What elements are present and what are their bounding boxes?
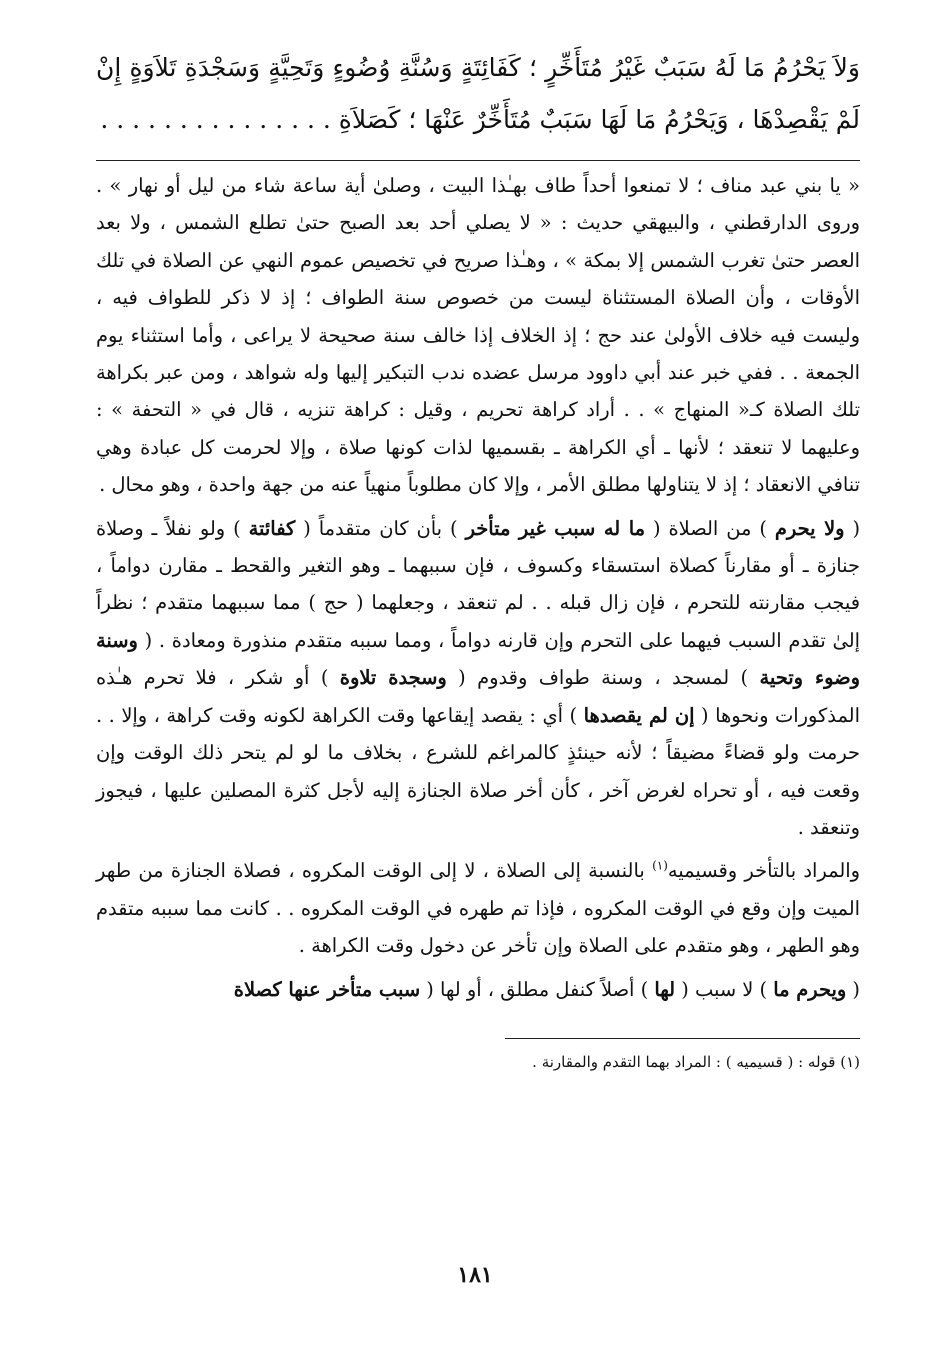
text-run: ) بأن كان متقدماً ( <box>295 516 466 540</box>
matn-line-1: وَلاَ يَحْرُمُ مَا لَهُ سَبَبٌ غَيْرُ مُتَأَخِّرٍ ؛ كَفَائِتَةٍ وَسُنَّةِ وُضُوءٍ وَتَحِيَّةٍ وَسَجْدَةِ تَلاَوَةٍ إِنْ لَمْ <box>96 53 860 134</box>
text-run: ) أصلاً كنفل مطلق ، أو لها ( <box>420 977 655 1001</box>
text-run: ) ولو نفلاً ـ وصلاة جنازة ـ أو مقارناً كصلاة استسقاء وكسوف ، فإن سببهما ـ وهو التغير والقحط ـ مقارن دواماً ، فيجب مقارنته للتحرم ، فإن زال قبله . . لم تنعقد ، وجعلهما ( حج ) مما سببهما متقدم ؛ نظراً إلىٰ تقدم السبب فيهما على التحرم وإن قارنه دواماً ، ومما سببه متقدم منذورة ومعادة . ( <box>96 516 860 652</box>
commentary <box>96 167 860 1008</box>
text-run: ( <box>846 977 860 1001</box>
text-run: ) من الصلاة ( <box>645 516 775 540</box>
footnote <box>96 1049 860 1075</box>
text-run: ) لمسجد ، وسنة طواف وقدوم ( <box>446 666 760 690</box>
matn-quote: ولا يحرم <box>774 516 845 540</box>
matn-quote: ما له سبب غير متأخر <box>465 516 645 540</box>
text-run: ( <box>844 516 861 540</box>
matn-text <box>96 42 860 146</box>
matn-quote: كفائتة <box>248 516 296 540</box>
commentary-paragraph-2 <box>96 510 860 847</box>
matn-quote: لها <box>654 977 676 1001</box>
matn-line-2: يَقْصِدْهَا ، وَيَحْرُمُ مَا لَهَا سَبَبٌ مُتَأَخِّرٌ عَنْهَا ؛ كَصَلاَةِ . . . . . . . . . . . . . . . <box>100 105 828 134</box>
footnote-separator <box>505 1038 860 1039</box>
matn-quote: ويحرم ما <box>773 977 847 1001</box>
matn-quote: إن لم يقصدها <box>583 703 695 727</box>
matn-quote: سبب متأخر عنها كصلاة <box>233 977 421 1001</box>
footnote-text: قوله : ( قسيميه ) : المراد بهما التقدم والمقارنة . <box>532 1052 836 1071</box>
text-run: والمراد بالتأخر وقسيميه <box>667 859 860 883</box>
footnote-mark: (١) <box>840 1052 860 1071</box>
page-number: ١٨١ <box>457 1262 493 1288</box>
matn-quote: وسجدة تلاوة <box>339 666 447 690</box>
matn-quote: وسنة وضوء وتحية <box>96 628 860 690</box>
commentary-paragraph-4 <box>96 971 860 1008</box>
commentary-paragraph-1: « يا بني عبد مناف ؛ لا تمنعوا أحداً طاف بهـٰذا البيت ، وصلىٰ أية ساعة شاء من ليل أو نهار » . وروى الدارقطني ، والبيهقي حديث : « لا يصلي أحد بعد الصبح حتىٰ تطلع الشمس ، ولا بعد العصر حتىٰ تغرب الشمس إلا بمكة » ، وهـٰذا صريح في تخصيص عموم النهي عن الصلاة في تلك الأوقات ، وأن الصلاة المستثناة ليست من خصوص سنة الطواف ؛ إذ لا ذكر للطواف فيه ، وليست فيه خلاف الأولىٰ عند حج ؛ إذ الخلاف إذا خالف سنة صحيحة لا يراعى ، وأما استثناء يوم الجمعة . . ففي خبر عند أبي داوود مرسل عضده ندب التبكير إليها وله شواهد ، ومن عبر بكراهة تلك الصلاة كـ« المنهاج » . . أراد كراهة تحريم ، وقيل : كراهة تنزيه ، قال في « التحفة » : وعليهما لا تنعقد ؛ لأنها ـ أي الكراهة ـ بقسميها لذات كونها صلاة ، وإلا لحرمت كل عبادة وهي تنافي الانعقاد ؛ إذ لا يتناولها مطلق الأمر ، وإلا كان مطلوباً منهياً عنه من جهة واحدة ، وهو محال . <box>96 174 860 497</box>
footnote-reference[interactable]: (١) <box>652 858 668 873</box>
text-run: ) أي : يقصد إيقاعها وقت الكراهة لكونه وقت كراهة ، وإلا . . حرمت ولو قضاءً مضيقاً ؛ لأنه حينئذٍ كالمراغم للشرع ، بخلاف ما لو لم يتحر ذلك الوقت وإن وقعت فيه ، أو تحراه لغرض آخر ، كأن أخر صلاة الجنازة إليه لأجل كثرة المصلين عليها ، فيجوز وتنعقد . <box>96 703 860 839</box>
commentary-paragraph-3 <box>96 852 860 964</box>
text-run: بالنسبة إلى الصلاة ، لا إلى الوقت المكروه ، فصلاة الجنازة من طهر الميت وإن وقع في الوقت المكروه ، فإذا تم طهره في الوقت المكروه . . كانت مما سببه متقدم وهو الطهر ، وهو متقدم على الصلاة وإن تأخر عن دخول وقت الكراهة . <box>96 859 860 958</box>
text-run: ) لا سبب ( <box>675 977 774 1001</box>
text-run: ) أو شكر ، فلا تحرم هـٰذه المذكورات ونحوها ( <box>96 666 860 727</box>
matn-separator <box>96 160 860 161</box>
